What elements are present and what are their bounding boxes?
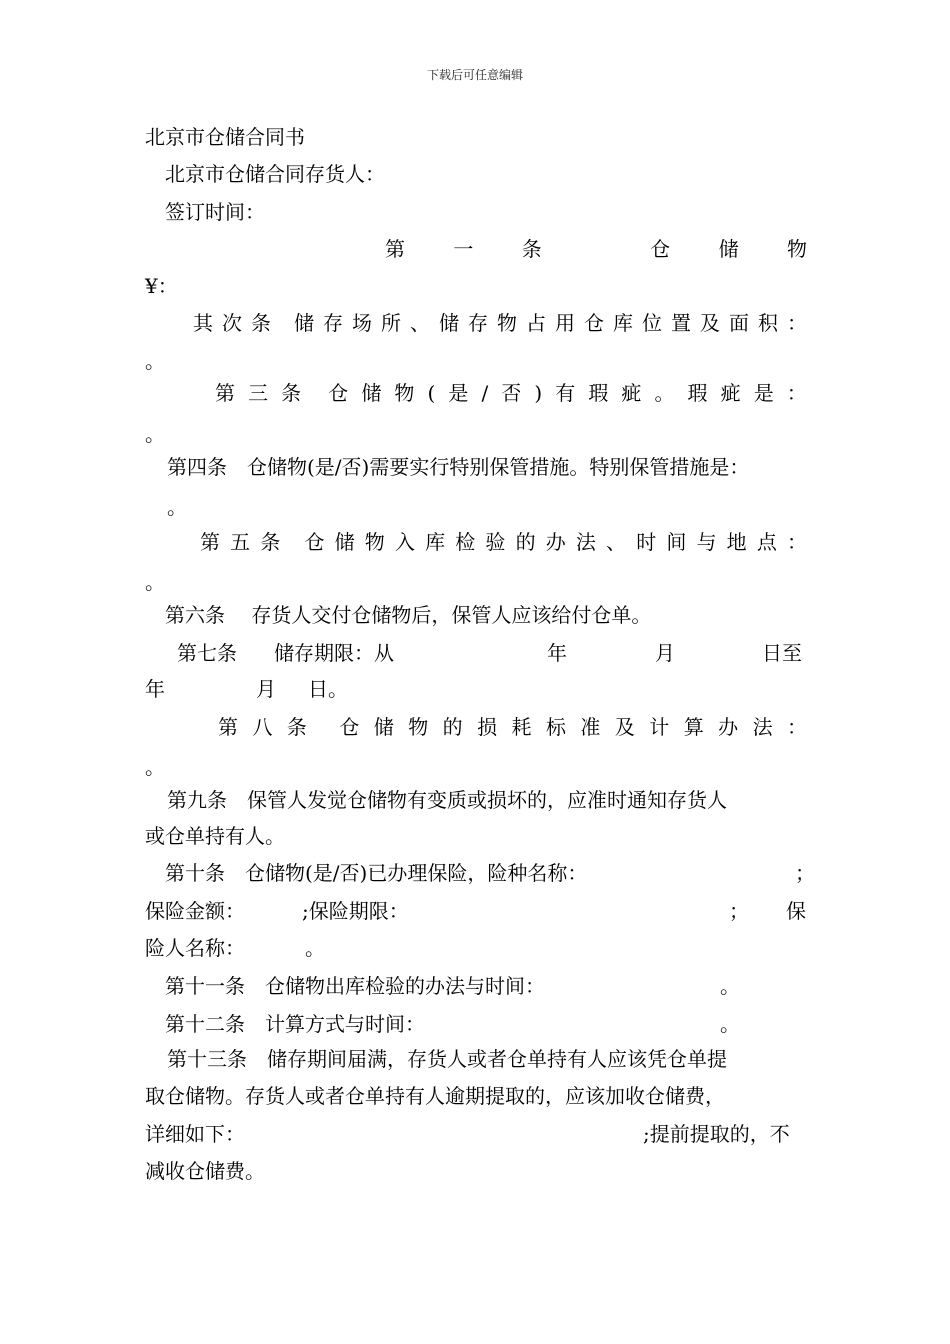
article-1-char: 物 bbox=[786, 237, 807, 261]
article-2-char: 积 bbox=[758, 311, 778, 335]
article-8-char: 办 bbox=[718, 715, 739, 739]
article-7-year: 年 bbox=[547, 641, 567, 665]
article-1-char: 第 bbox=[385, 237, 405, 261]
article-8-char: 算 bbox=[683, 715, 704, 739]
article-3-char: 瑕 bbox=[687, 381, 708, 405]
article-8-char: 仓 bbox=[339, 715, 360, 739]
article-8-char: ： bbox=[787, 715, 807, 739]
article-1-char: 一 bbox=[453, 237, 474, 261]
article-8-char: 的 bbox=[442, 715, 463, 739]
article-13-line-3b: ;提前提取的，不 bbox=[643, 1122, 790, 1146]
article-9-line-1: 第九条 保管人发觉仓储物有变质或损坏的，应准时通知存货人 bbox=[167, 788, 727, 812]
article-11-text: 第十一条 仓储物出库检验的办法与时间： bbox=[165, 974, 545, 998]
article-3-char: 瑕 bbox=[588, 381, 609, 405]
article-10-insured-amount: 保险金额： bbox=[145, 899, 245, 923]
article-5-char: 的 bbox=[515, 530, 536, 554]
article-2-char: 存 bbox=[468, 311, 488, 335]
article-5-char: 办 bbox=[545, 530, 566, 554]
article-2-char: 库 bbox=[613, 311, 633, 335]
article-8-char: 八 bbox=[252, 715, 273, 739]
article-2-char: 存 bbox=[323, 311, 343, 335]
article-1-char: 仓 bbox=[650, 237, 671, 261]
article-5-char: 点 bbox=[756, 530, 777, 554]
article-3-char: 有 bbox=[555, 381, 576, 405]
article-3-char: ) bbox=[534, 381, 543, 405]
article-2-char: 其 bbox=[193, 311, 213, 335]
article-5-char: 法 bbox=[575, 530, 596, 554]
article-5-char: 间 bbox=[666, 530, 687, 554]
article-2-continuation: 。 bbox=[145, 349, 165, 373]
signing-time-line: 签订时间： bbox=[165, 200, 265, 224]
article-8-char: 损 bbox=[477, 715, 498, 739]
article-4-heading: 第四条 仓储物(是/否)需要实行特别保管措施。特别保管措施是： bbox=[167, 455, 750, 479]
article-3-heading bbox=[215, 380, 807, 406]
article-8-char: 第 bbox=[218, 715, 238, 739]
page-header: 下载后可任意编辑 bbox=[426, 68, 523, 82]
article-3-char: 疵 bbox=[720, 381, 741, 405]
article-6: 第六条 存货人交付仓储物后，保管人应该给付仓单。 bbox=[165, 603, 652, 627]
article-1-char: 条 bbox=[521, 237, 542, 261]
document-title: 北京市仓储合同书 bbox=[145, 125, 305, 149]
article-8-char: 物 bbox=[408, 715, 429, 739]
article-3-continuation: 。 bbox=[145, 422, 165, 446]
article-5-heading bbox=[200, 529, 807, 555]
article-2-heading bbox=[193, 310, 807, 336]
article-2-char: 及 bbox=[700, 311, 720, 335]
article-13-line-1: 第十三条 储存期间届满，存货人或者仓单持有人应该凭仓单提 bbox=[167, 1047, 727, 1071]
article-10-line-3: 险人名称： bbox=[145, 936, 245, 960]
article-5-continuation: 。 bbox=[145, 570, 165, 594]
article-5-char: 仓 bbox=[304, 530, 325, 554]
article-11-end: 。 bbox=[720, 974, 740, 998]
article-10-semicolon-1: ； bbox=[795, 861, 815, 885]
article-2-char: 仓 bbox=[584, 311, 604, 335]
article-3-char: 是 bbox=[753, 381, 774, 405]
article-5-char: 五 bbox=[230, 530, 251, 554]
article-5-char: 与 bbox=[696, 530, 717, 554]
article-7-month: 月 bbox=[655, 641, 675, 665]
article-3-char: 储 bbox=[361, 381, 382, 405]
article-4-continuation: 。 bbox=[167, 495, 187, 519]
article-7-period: 储存期限：从 bbox=[274, 641, 394, 665]
article-2-char: 条 bbox=[251, 311, 271, 335]
article-5-char: 时 bbox=[636, 530, 657, 554]
article-2-char: 储 bbox=[439, 311, 459, 335]
article-13-line-4: 减收仓储费。 bbox=[145, 1159, 265, 1183]
article-2-char: 次 bbox=[222, 311, 242, 335]
article-9-line-2: 或仓单持有人。 bbox=[145, 824, 285, 848]
article-5-char: 地 bbox=[726, 530, 747, 554]
article-8-heading bbox=[218, 714, 807, 740]
article-3-char: 物 bbox=[394, 381, 415, 405]
article-10-insured-term: ;保险期限： bbox=[302, 899, 409, 923]
article-5-char: 验 bbox=[485, 530, 506, 554]
article-5-char: 、 bbox=[606, 530, 627, 554]
article-2-char: ： bbox=[787, 311, 807, 335]
article-8-char: 计 bbox=[649, 715, 670, 739]
article-2-char: 物 bbox=[497, 311, 517, 335]
article-2-char: 面 bbox=[729, 311, 749, 335]
article-13-line-2: 取仓储物。存货人或者仓单持有人逾期提取的，应该加收仓储费， bbox=[145, 1084, 725, 1108]
article-3-char: ： bbox=[786, 381, 807, 405]
article-10-bao: 保 bbox=[786, 899, 806, 923]
article-8-char: 耗 bbox=[511, 715, 532, 739]
article-2-char: 置 bbox=[671, 311, 691, 335]
article-5-char: 第 bbox=[200, 530, 220, 554]
article-3-char: / bbox=[481, 381, 489, 405]
article-8-char: 储 bbox=[373, 715, 394, 739]
article-2-char: 、 bbox=[410, 311, 430, 335]
article-3-char: 三 bbox=[248, 381, 269, 405]
article-7-end-month: 月 bbox=[256, 677, 276, 701]
article-3-char: 否 bbox=[501, 381, 522, 405]
article-8-char: 准 bbox=[580, 715, 601, 739]
article-3-char: 疵 bbox=[621, 381, 642, 405]
article-3-char: 条 bbox=[281, 381, 302, 405]
article-1-heading bbox=[385, 236, 807, 262]
article-10-line-1: 第十条 仓储物(是/否)已办理保险，险种名称： bbox=[165, 861, 588, 885]
article-5-char: ： bbox=[786, 530, 807, 554]
article-8-continuation: 。 bbox=[145, 755, 165, 779]
article-10-semicolon-2: ； bbox=[729, 899, 749, 923]
article-5-char: 条 bbox=[260, 530, 281, 554]
article-2-char: 场 bbox=[352, 311, 372, 335]
article-7-end-year: 年 bbox=[145, 677, 165, 701]
article-10-end: 。 bbox=[305, 936, 325, 960]
article-2-char: 位 bbox=[642, 311, 662, 335]
article-13-line-3a: 详细如下： bbox=[145, 1122, 245, 1146]
article-3-char: 仓 bbox=[328, 381, 349, 405]
article-5-char: 检 bbox=[455, 530, 476, 554]
article-2-char: 用 bbox=[555, 311, 575, 335]
article-8-char: 及 bbox=[614, 715, 635, 739]
article-8-char: 标 bbox=[545, 715, 566, 739]
article-3-char: 第 bbox=[215, 381, 235, 405]
article-7-end-day: 日。 bbox=[308, 677, 348, 701]
article-2-char: 占 bbox=[526, 311, 546, 335]
article-12-end: 。 bbox=[720, 1012, 740, 1036]
article-3-char: 是 bbox=[448, 381, 469, 405]
article-3-char: ( bbox=[427, 381, 436, 405]
article-5-char: 入 bbox=[394, 530, 415, 554]
article-1-continuation: ¥： bbox=[145, 274, 178, 298]
article-5-char: 储 bbox=[334, 530, 355, 554]
article-12-text: 第十二条 计算方式与时间： bbox=[165, 1012, 425, 1036]
article-5-char: 物 bbox=[364, 530, 385, 554]
article-2-char: 储 bbox=[294, 311, 314, 335]
article-7-day-to: 日至 bbox=[762, 641, 802, 665]
article-8-char: 法 bbox=[752, 715, 773, 739]
article-2-char: 所 bbox=[381, 311, 401, 335]
article-8-char: 条 bbox=[286, 715, 307, 739]
article-5-char: 库 bbox=[425, 530, 446, 554]
article-3-char: 。 bbox=[654, 381, 675, 405]
article-1-char: 储 bbox=[718, 237, 739, 261]
depositor-line: 北京市仓储合同存货人： bbox=[165, 162, 385, 186]
article-7-label: 第七条 bbox=[177, 641, 237, 665]
